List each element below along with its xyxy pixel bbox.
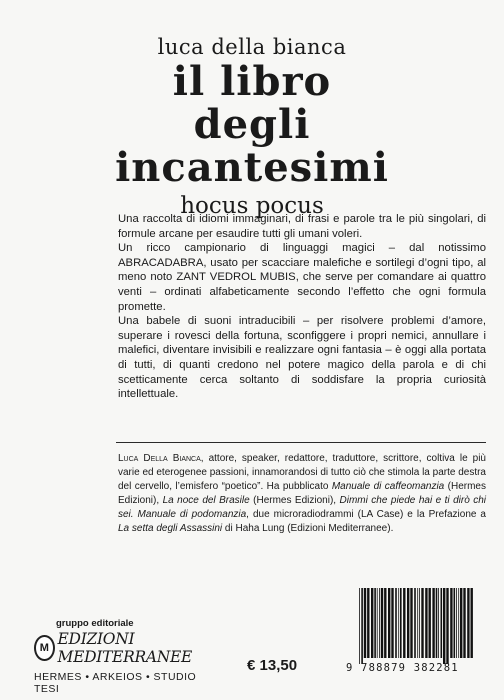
- book-subtitle: hocus pocus: [180, 193, 324, 219]
- barcode-bar: [419, 588, 420, 658]
- bio-text: (Hermes Edizioni),: [118, 481, 486, 506]
- publisher-name: EDIZIONI MEDITERRANEE: [57, 630, 193, 666]
- bio-text: di Haha Lung (Edizioni Mediterranee).: [222, 523, 394, 534]
- barcode-bar: [414, 588, 416, 658]
- author-bio: [118, 452, 486, 536]
- publisher-group-label: gruppo editoriale: [56, 618, 134, 629]
- publisher-logo-icon: M: [34, 635, 55, 661]
- barcode-icon: [358, 588, 476, 664]
- barcode-bar: [371, 588, 373, 658]
- bio-work-title: La noce del Brasile: [162, 495, 250, 506]
- barcode-bar: [458, 588, 459, 658]
- barcode-bar: [410, 588, 412, 658]
- isbn-number: 9 788879 382281: [346, 662, 459, 674]
- barcode-bar: [429, 588, 431, 658]
- barcode-bar: [391, 588, 393, 658]
- blurb-paragraph: Un ricco campionario di linguaggi magici – dal notissimo ABRACADABRA, usato per scacciare malefiche e sortilegi d’ogni tipo, al meno noto ZANT VEDROL MUBIS, che serve per comandare ai quattro venti – ordinati alfabeticamente secondo l’effetto che ogni formula promette.: [118, 242, 486, 313]
- barcode-bar: [425, 588, 427, 658]
- barcode-bar: [384, 588, 386, 658]
- barcode-bar: [395, 588, 397, 658]
- barcode-bar: [398, 588, 399, 658]
- barcode-bar: [450, 588, 452, 658]
- book-title-line-1: il libro: [172, 58, 332, 105]
- bio-text: , due microradiodrammi (LA Case) e la Prefazione a: [246, 509, 486, 520]
- barcode-bar: [438, 588, 439, 658]
- blurb-paragraph: Una raccolta di idiomi immaginari, di frasi e parole tra le più singolari, di formule arcane per esaudire tutti gli umani voleri.: [118, 213, 486, 240]
- bio-work-title: Dimmi che piede hai e ti dirò chi sei. Manuale di podomanzia: [118, 495, 487, 520]
- bio-text: (Hermes Edizioni),: [249, 495, 340, 506]
- barcode-bar: [364, 588, 366, 658]
- bio-work-title: Manuale di caffeomanzia: [331, 481, 445, 492]
- book-title-line-3: incantesimi: [115, 144, 389, 191]
- barcode-bar: [367, 588, 369, 658]
- barcode-bar: [388, 588, 390, 658]
- barcode-bar: [436, 588, 438, 658]
- barcode-bar: [361, 588, 363, 664]
- bio-author-name: Luca Della Bianca: [118, 453, 201, 464]
- barcode-bar: [403, 588, 405, 658]
- cover-header: [0, 34, 504, 221]
- price-label: € 13,50: [247, 657, 298, 674]
- author-name: luca della bianca: [157, 35, 347, 59]
- barcode-bar: [377, 588, 378, 658]
- barcode-bar: [446, 588, 448, 664]
- section-divider: [116, 442, 486, 443]
- barcode-bar: [471, 588, 473, 658]
- isbn-barcode-block: [346, 588, 480, 674]
- barcode-bar: [463, 588, 465, 658]
- back-cover-blurb: [118, 212, 486, 402]
- barcode-bar: [407, 588, 409, 658]
- barcode-bar: [456, 588, 457, 658]
- publisher-block: [34, 618, 220, 695]
- publisher-logo-row: [34, 630, 220, 666]
- barcode-bar: [359, 588, 360, 664]
- barcode-bar: [374, 588, 376, 658]
- barcode-bar: [417, 588, 418, 658]
- barcode-bar: [441, 588, 443, 658]
- barcode-bar: [379, 588, 380, 658]
- barcode-bar: [400, 588, 402, 658]
- blurb-paragraph: Una babele di suoni intraducibili – per risolvere problemi d’amore, superare i rovesci della fortuna, sconfiggere i propri nemici, annullare i malefici, diventare invisibili e realizzare ogni fantasia – è oggi alla portata di tutti, di quanti credono nel potere magico della parola e di chi scetticamente cerca soltanto di soddisfare la propria curiosità intellettuale.: [118, 315, 486, 401]
- barcode-bar: [421, 588, 423, 658]
- bio-work-title: La setta degli Assassini: [118, 523, 223, 534]
- publisher-imprints: HERMES • ARKEIOS • STUDIO TESI: [34, 671, 197, 695]
- bio-text: , attore, speaker, redattore, traduttore, scrittore, coltiva le più varie ed eterogenee passioni, innamorandosi di tutto ciò che stimola la parte destra del cervello, l’emisfero “poetico”. Ha pubblicato: [118, 453, 486, 492]
- barcode-bar: [460, 588, 462, 658]
- barcode-bar: [381, 588, 383, 658]
- barcode-bar: [443, 588, 445, 664]
- barcode-bar: [432, 588, 434, 658]
- barcode-bar: [467, 588, 469, 658]
- barcode-bar: [454, 588, 456, 658]
- book-title-line-2: degli: [193, 101, 311, 148]
